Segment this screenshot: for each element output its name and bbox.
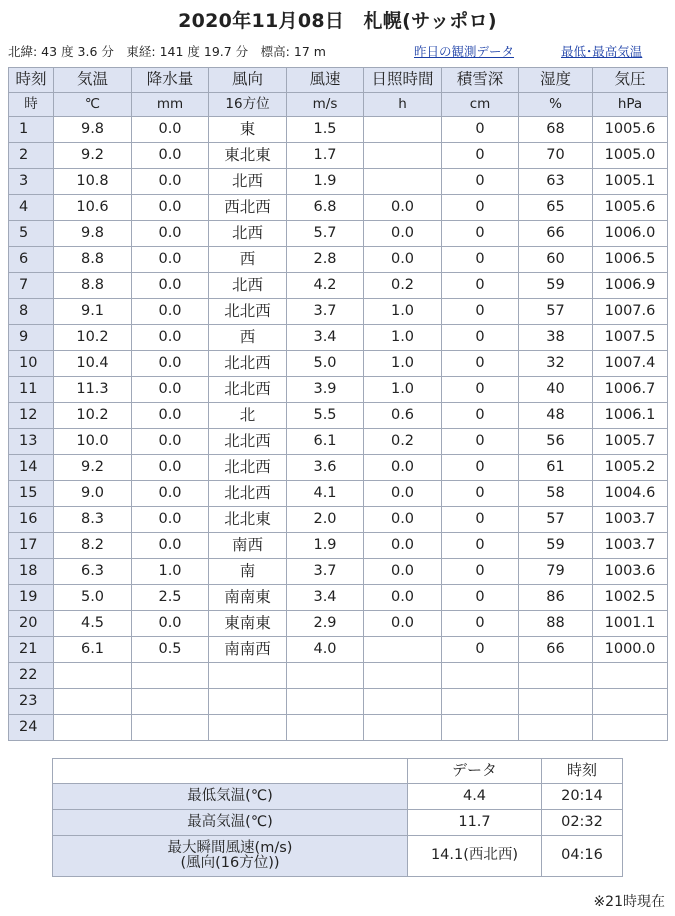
cell-pressure: 1003.6 bbox=[593, 559, 668, 585]
cell-wind-speed: 2.0 bbox=[287, 507, 364, 533]
unit-wind-speed: m/s bbox=[287, 93, 364, 117]
table-row bbox=[9, 585, 668, 611]
cell-temperature: 8.8 bbox=[54, 247, 132, 273]
cell-pressure: 1007.5 bbox=[593, 325, 668, 351]
cell-sunshine: 1.0 bbox=[364, 299, 442, 325]
cell-hour: 1 bbox=[9, 117, 54, 143]
header-row bbox=[9, 68, 668, 93]
cell-precipitation: 0.0 bbox=[132, 299, 209, 325]
table-row bbox=[9, 143, 668, 169]
cell-humidity: 57 bbox=[519, 507, 593, 533]
cell-pressure bbox=[593, 715, 668, 741]
cell-pressure: 1004.6 bbox=[593, 481, 668, 507]
table-row bbox=[9, 221, 668, 247]
cell-humidity: 59 bbox=[519, 273, 593, 299]
cell-pressure bbox=[593, 689, 668, 715]
cell-snow-depth bbox=[442, 715, 519, 741]
cell-snow-depth: 0 bbox=[442, 403, 519, 429]
cell-wind-direction: 南南東 bbox=[209, 585, 287, 611]
cell-sunshine: 0.0 bbox=[364, 507, 442, 533]
cell-precipitation: 0.5 bbox=[132, 637, 209, 663]
cell-sunshine: 0.0 bbox=[364, 559, 442, 585]
cell-precipitation: 0.0 bbox=[132, 325, 209, 351]
cell-wind-speed: 1.5 bbox=[287, 117, 364, 143]
cell-snow-depth: 0 bbox=[442, 377, 519, 403]
cell-pressure: 1003.7 bbox=[593, 507, 668, 533]
cell-humidity: 60 bbox=[519, 247, 593, 273]
column-header-wind-speed: 風速 bbox=[287, 68, 364, 93]
cell-humidity: 61 bbox=[519, 455, 593, 481]
cell-temperature: 10.2 bbox=[54, 325, 132, 351]
cell-wind-direction: 北西 bbox=[209, 169, 287, 195]
cell-hour: 12 bbox=[9, 403, 54, 429]
cell-precipitation: 0.0 bbox=[132, 611, 209, 637]
cell-humidity: 48 bbox=[519, 403, 593, 429]
cell-sunshine: 0.0 bbox=[364, 195, 442, 221]
cell-temperature: 10.8 bbox=[54, 169, 132, 195]
cell-wind-speed: 6.1 bbox=[287, 429, 364, 455]
table-row bbox=[9, 429, 668, 455]
cell-temperature: 9.0 bbox=[54, 481, 132, 507]
cell-wind-direction: 北北西 bbox=[209, 481, 287, 507]
summary-header-time: 時刻 bbox=[542, 759, 623, 784]
cell-snow-depth: 0 bbox=[442, 117, 519, 143]
cell-pressure: 1007.6 bbox=[593, 299, 668, 325]
cell-temperature: 9.1 bbox=[54, 299, 132, 325]
cell-snow-depth: 0 bbox=[442, 585, 519, 611]
cell-hour: 24 bbox=[9, 715, 54, 741]
cell-temperature: 8.8 bbox=[54, 273, 132, 299]
cell-wind-speed: 5.5 bbox=[287, 403, 364, 429]
cell-wind-direction: 南西 bbox=[209, 533, 287, 559]
cell-wind-direction: 西 bbox=[209, 325, 287, 351]
max-temp-value: 11.7 bbox=[408, 810, 542, 836]
cell-hour: 5 bbox=[9, 221, 54, 247]
cell-hour: 11 bbox=[9, 377, 54, 403]
cell-wind-speed: 4.1 bbox=[287, 481, 364, 507]
cell-pressure: 1006.0 bbox=[593, 221, 668, 247]
table-row bbox=[9, 351, 668, 377]
cell-wind-direction: 北 bbox=[209, 403, 287, 429]
cell-sunshine: 1.0 bbox=[364, 377, 442, 403]
cell-sunshine bbox=[364, 689, 442, 715]
table-row bbox=[9, 247, 668, 273]
cell-snow-depth: 0 bbox=[442, 351, 519, 377]
cell-wind-direction bbox=[209, 663, 287, 689]
table-row bbox=[9, 325, 668, 351]
cell-wind-direction: 北西 bbox=[209, 273, 287, 299]
cell-snow-depth: 0 bbox=[442, 429, 519, 455]
cell-wind-speed: 3.7 bbox=[287, 559, 364, 585]
cell-sunshine bbox=[364, 143, 442, 169]
cell-snow-depth: 0 bbox=[442, 611, 519, 637]
cell-humidity bbox=[519, 715, 593, 741]
cell-humidity bbox=[519, 663, 593, 689]
cell-temperature: 8.2 bbox=[54, 533, 132, 559]
max-temp-label: 最高気温(℃) bbox=[53, 810, 408, 836]
cell-wind-speed: 6.8 bbox=[287, 195, 364, 221]
table-row bbox=[9, 559, 668, 585]
cell-sunshine: 1.0 bbox=[364, 351, 442, 377]
cell-wind-speed: 2.8 bbox=[287, 247, 364, 273]
cell-precipitation: 0.0 bbox=[132, 273, 209, 299]
column-header-pressure: 気圧 bbox=[593, 68, 668, 93]
cell-sunshine: 0.0 bbox=[364, 221, 442, 247]
cell-temperature: 11.3 bbox=[54, 377, 132, 403]
cell-hour: 6 bbox=[9, 247, 54, 273]
cell-pressure: 1005.7 bbox=[593, 429, 668, 455]
summary-header-blank bbox=[53, 759, 408, 784]
cell-wind-speed bbox=[287, 663, 364, 689]
cell-sunshine bbox=[364, 663, 442, 689]
cell-temperature: 9.2 bbox=[54, 143, 132, 169]
cell-wind-speed: 3.9 bbox=[287, 377, 364, 403]
cell-pressure: 1006.7 bbox=[593, 377, 668, 403]
cell-wind-direction: 北北西 bbox=[209, 351, 287, 377]
cell-sunshine: 0.0 bbox=[364, 585, 442, 611]
cell-pressure: 1005.2 bbox=[593, 455, 668, 481]
cell-wind-speed: 1.9 bbox=[287, 533, 364, 559]
cell-precipitation bbox=[132, 715, 209, 741]
cell-snow-depth: 0 bbox=[442, 195, 519, 221]
cell-temperature: 8.3 bbox=[54, 507, 132, 533]
cell-snow-depth: 0 bbox=[442, 481, 519, 507]
cell-wind-direction bbox=[209, 689, 287, 715]
column-header-humidity: 湿度 bbox=[519, 68, 593, 93]
unit-wind-direction: 16方位 bbox=[209, 93, 287, 117]
cell-wind-direction bbox=[209, 715, 287, 741]
cell-wind-direction: 北北西 bbox=[209, 429, 287, 455]
table-row bbox=[9, 273, 668, 299]
unit-precipitation: mm bbox=[132, 93, 209, 117]
cell-wind-direction: 南南西 bbox=[209, 637, 287, 663]
cell-pressure: 1006.1 bbox=[593, 403, 668, 429]
cell-hour: 22 bbox=[9, 663, 54, 689]
cell-temperature bbox=[54, 715, 132, 741]
table-row bbox=[9, 689, 668, 715]
cell-sunshine: 0.0 bbox=[364, 481, 442, 507]
cell-humidity: 66 bbox=[519, 637, 593, 663]
cell-precipitation bbox=[132, 663, 209, 689]
cell-humidity: 86 bbox=[519, 585, 593, 611]
cell-wind-speed: 4.0 bbox=[287, 637, 364, 663]
cell-pressure: 1006.9 bbox=[593, 273, 668, 299]
table-row bbox=[9, 533, 668, 559]
cell-temperature: 6.1 bbox=[54, 637, 132, 663]
cell-temperature: 10.2 bbox=[54, 403, 132, 429]
cell-precipitation: 1.0 bbox=[132, 559, 209, 585]
cell-hour: 9 bbox=[9, 325, 54, 351]
table-row bbox=[9, 377, 668, 403]
cell-temperature: 6.3 bbox=[54, 559, 132, 585]
cell-precipitation: 0.0 bbox=[132, 143, 209, 169]
cell-precipitation: 0.0 bbox=[132, 481, 209, 507]
cell-snow-depth: 0 bbox=[442, 299, 519, 325]
cell-temperature: 4.5 bbox=[54, 611, 132, 637]
cell-pressure: 1006.5 bbox=[593, 247, 668, 273]
cell-wind-direction: 東北東 bbox=[209, 143, 287, 169]
cell-snow-depth: 0 bbox=[442, 559, 519, 585]
cell-precipitation: 0.0 bbox=[132, 169, 209, 195]
cell-precipitation: 0.0 bbox=[132, 377, 209, 403]
cell-wind-speed: 5.7 bbox=[287, 221, 364, 247]
cell-temperature bbox=[54, 663, 132, 689]
table-row bbox=[9, 611, 668, 637]
cell-hour: 23 bbox=[9, 689, 54, 715]
cell-humidity: 32 bbox=[519, 351, 593, 377]
cell-wind-direction: 北北西 bbox=[209, 299, 287, 325]
cell-pressure: 1005.1 bbox=[593, 169, 668, 195]
cell-humidity: 58 bbox=[519, 481, 593, 507]
cell-sunshine: 1.0 bbox=[364, 325, 442, 351]
cell-pressure: 1002.5 bbox=[593, 585, 668, 611]
cell-humidity: 88 bbox=[519, 611, 593, 637]
min-max-temperature-link[interactable]: 最低･最高気温 bbox=[561, 44, 643, 59]
table-row bbox=[9, 507, 668, 533]
cell-precipitation: 0.0 bbox=[132, 195, 209, 221]
cell-precipitation: 0.0 bbox=[132, 455, 209, 481]
column-header-sunshine: 日照時間 bbox=[364, 68, 442, 93]
cell-snow-depth: 0 bbox=[442, 637, 519, 663]
cell-wind-speed: 3.4 bbox=[287, 585, 364, 611]
cell-hour: 7 bbox=[9, 273, 54, 299]
cell-sunshine bbox=[364, 715, 442, 741]
cell-sunshine: 0.0 bbox=[364, 455, 442, 481]
page-title: 2020年11月08日 札幌(サッポロ) bbox=[178, 10, 497, 32]
cell-wind-speed bbox=[287, 715, 364, 741]
table-row bbox=[9, 195, 668, 221]
cell-precipitation: 0.0 bbox=[132, 403, 209, 429]
cell-pressure: 1001.1 bbox=[593, 611, 668, 637]
cell-wind-direction: 西 bbox=[209, 247, 287, 273]
cell-precipitation: 2.5 bbox=[132, 585, 209, 611]
column-header-temperature: 気温 bbox=[54, 68, 132, 93]
table-row bbox=[9, 663, 668, 689]
cell-wind-direction: 東 bbox=[209, 117, 287, 143]
cell-wind-direction: 西北西 bbox=[209, 195, 287, 221]
max-gust-label-line1: 最大瞬間風速(m/s) bbox=[167, 839, 293, 856]
cell-humidity: 68 bbox=[519, 117, 593, 143]
unit-humidity: % bbox=[519, 93, 593, 117]
cell-snow-depth: 0 bbox=[442, 325, 519, 351]
cell-snow-depth bbox=[442, 663, 519, 689]
cell-wind-speed bbox=[287, 689, 364, 715]
cell-wind-direction: 北西 bbox=[209, 221, 287, 247]
max-gust-value: 14.1(西北西) bbox=[408, 836, 542, 877]
max-gust-label bbox=[53, 836, 408, 877]
cell-humidity: 79 bbox=[519, 559, 593, 585]
cell-precipitation: 0.0 bbox=[132, 247, 209, 273]
cell-pressure: 1007.4 bbox=[593, 351, 668, 377]
cell-temperature: 9.8 bbox=[54, 117, 132, 143]
cell-hour: 16 bbox=[9, 507, 54, 533]
cell-hour: 19 bbox=[9, 585, 54, 611]
cell-temperature: 10.4 bbox=[54, 351, 132, 377]
cell-temperature: 5.0 bbox=[54, 585, 132, 611]
cell-hour: 4 bbox=[9, 195, 54, 221]
cell-humidity: 57 bbox=[519, 299, 593, 325]
cell-hour: 8 bbox=[9, 299, 54, 325]
cell-humidity: 40 bbox=[519, 377, 593, 403]
cell-precipitation: 0.0 bbox=[132, 221, 209, 247]
cell-sunshine: 0.0 bbox=[364, 611, 442, 637]
cell-snow-depth: 0 bbox=[442, 533, 519, 559]
cell-humidity: 38 bbox=[519, 325, 593, 351]
cell-snow-depth: 0 bbox=[442, 273, 519, 299]
table-row bbox=[9, 169, 668, 195]
unit-hour: 時 bbox=[9, 93, 54, 117]
cell-sunshine: 0.0 bbox=[364, 533, 442, 559]
cell-hour: 2 bbox=[9, 143, 54, 169]
cell-humidity: 66 bbox=[519, 221, 593, 247]
cell-wind-direction: 北北東 bbox=[209, 507, 287, 533]
cell-pressure: 1005.0 bbox=[593, 143, 668, 169]
table-row bbox=[9, 637, 668, 663]
cell-snow-depth: 0 bbox=[442, 507, 519, 533]
cell-hour: 18 bbox=[9, 559, 54, 585]
cell-pressure: 1005.6 bbox=[593, 117, 668, 143]
unit-temperature: ℃ bbox=[54, 93, 132, 117]
previous-day-link[interactable]: 昨日の観測データ bbox=[414, 44, 515, 59]
daily-summary-table bbox=[52, 758, 623, 877]
max-gust-label-line2: (風向(16方位)) bbox=[180, 855, 280, 871]
cell-snow-depth: 0 bbox=[442, 455, 519, 481]
column-header-precipitation: 降水量 bbox=[132, 68, 209, 93]
max-temp-time: 02:32 bbox=[542, 810, 623, 836]
cell-pressure bbox=[593, 663, 668, 689]
cell-sunshine: 0.2 bbox=[364, 273, 442, 299]
cell-temperature: 10.0 bbox=[54, 429, 132, 455]
cell-snow-depth bbox=[442, 689, 519, 715]
station-location: 北緯: 43 度 3.6 分 東経: 141 度 19.7 分 標高: 17 m bbox=[8, 44, 326, 59]
cell-humidity: 56 bbox=[519, 429, 593, 455]
cell-temperature: 10.6 bbox=[54, 195, 132, 221]
cell-wind-speed: 2.9 bbox=[287, 611, 364, 637]
cell-precipitation: 0.0 bbox=[132, 507, 209, 533]
table-row bbox=[9, 117, 668, 143]
as-of-note: ※21時現在 bbox=[593, 894, 665, 910]
cell-wind-speed: 3.6 bbox=[287, 455, 364, 481]
column-header-wind-direction: 風向 bbox=[209, 68, 287, 93]
cell-wind-direction: 南 bbox=[209, 559, 287, 585]
cell-hour: 3 bbox=[9, 169, 54, 195]
cell-hour: 17 bbox=[9, 533, 54, 559]
cell-pressure: 1000.0 bbox=[593, 637, 668, 663]
cell-wind-direction: 東南東 bbox=[209, 611, 287, 637]
column-header-snow-depth: 積雪深 bbox=[442, 68, 519, 93]
cell-wind-speed: 5.0 bbox=[287, 351, 364, 377]
table-row bbox=[9, 403, 668, 429]
column-header-hour: 時刻 bbox=[9, 68, 54, 93]
unit-row bbox=[9, 93, 668, 117]
cell-wind-speed: 1.9 bbox=[287, 169, 364, 195]
cell-wind-speed: 4.2 bbox=[287, 273, 364, 299]
cell-sunshine bbox=[364, 117, 442, 143]
cell-precipitation: 0.0 bbox=[132, 429, 209, 455]
min-temp-time: 20:14 bbox=[542, 784, 623, 810]
cell-temperature: 9.2 bbox=[54, 455, 132, 481]
cell-sunshine: 0.0 bbox=[364, 247, 442, 273]
cell-hour: 14 bbox=[9, 455, 54, 481]
cell-hour: 10 bbox=[9, 351, 54, 377]
cell-sunshine bbox=[364, 169, 442, 195]
cell-hour: 20 bbox=[9, 611, 54, 637]
cell-wind-speed: 3.4 bbox=[287, 325, 364, 351]
cell-snow-depth: 0 bbox=[442, 247, 519, 273]
hourly-observation-table bbox=[8, 67, 668, 741]
max-gust-time: 04:16 bbox=[542, 836, 623, 877]
cell-humidity: 63 bbox=[519, 169, 593, 195]
cell-wind-speed: 3.7 bbox=[287, 299, 364, 325]
cell-hour: 13 bbox=[9, 429, 54, 455]
unit-pressure: hPa bbox=[593, 93, 668, 117]
cell-humidity: 59 bbox=[519, 533, 593, 559]
table-row bbox=[9, 299, 668, 325]
table-row bbox=[9, 715, 668, 741]
min-temp-label: 最低気温(℃) bbox=[53, 784, 408, 810]
cell-pressure: 1005.6 bbox=[593, 195, 668, 221]
cell-hour: 15 bbox=[9, 481, 54, 507]
cell-temperature bbox=[54, 689, 132, 715]
station-info-bar bbox=[8, 42, 670, 60]
cell-sunshine bbox=[364, 637, 442, 663]
cell-sunshine: 0.2 bbox=[364, 429, 442, 455]
unit-sunshine: h bbox=[364, 93, 442, 117]
cell-wind-direction: 北北西 bbox=[209, 455, 287, 481]
cell-precipitation: 0.0 bbox=[132, 117, 209, 143]
cell-humidity bbox=[519, 689, 593, 715]
cell-temperature: 9.8 bbox=[54, 221, 132, 247]
cell-snow-depth: 0 bbox=[442, 143, 519, 169]
cell-precipitation: 0.0 bbox=[132, 533, 209, 559]
table-row bbox=[9, 455, 668, 481]
table-row bbox=[9, 481, 668, 507]
cell-wind-direction: 北北西 bbox=[209, 377, 287, 403]
cell-precipitation bbox=[132, 689, 209, 715]
summary-header-data: データ bbox=[408, 759, 542, 784]
cell-pressure: 1003.7 bbox=[593, 533, 668, 559]
cell-wind-speed: 1.7 bbox=[287, 143, 364, 169]
cell-humidity: 70 bbox=[519, 143, 593, 169]
cell-humidity: 65 bbox=[519, 195, 593, 221]
cell-hour: 21 bbox=[9, 637, 54, 663]
cell-precipitation: 0.0 bbox=[132, 351, 209, 377]
cell-snow-depth: 0 bbox=[442, 221, 519, 247]
cell-sunshine: 0.6 bbox=[364, 403, 442, 429]
unit-snow-depth: cm bbox=[442, 93, 519, 117]
cell-snow-depth: 0 bbox=[442, 169, 519, 195]
min-temp-value: 4.4 bbox=[408, 784, 542, 810]
